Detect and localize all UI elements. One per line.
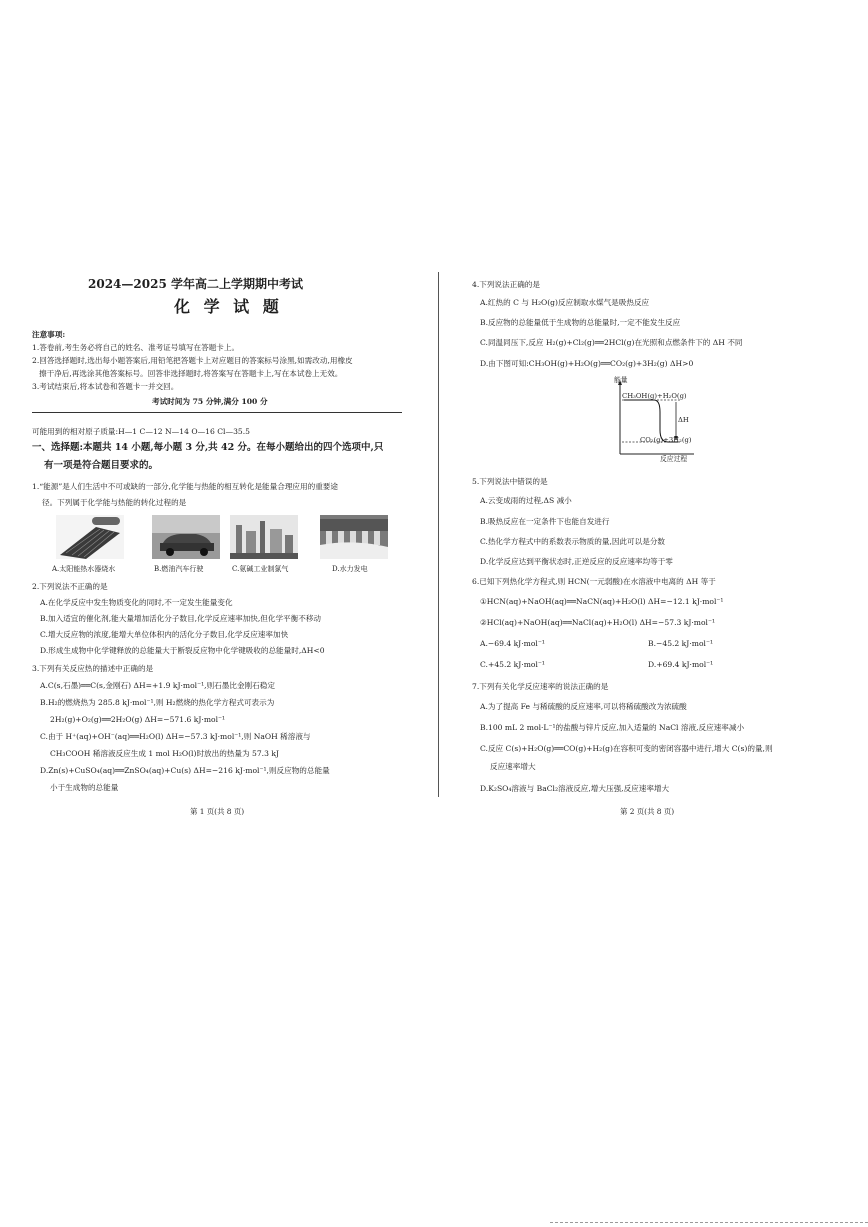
- q1-option-d: D.水力发电: [332, 565, 368, 573]
- q1-stem: 1.“能源”是人们生活中不可或缺的一部分,化学能与热能的相互转化是能量合理应用的重要途: [32, 482, 338, 491]
- diagram-top-level: CH₃OH(g)+H₂O(g): [622, 392, 687, 400]
- q4-option: B.反应物的总能量低于生成物的总能量时,一定不能发生反应: [480, 318, 681, 327]
- q6-option-a: A.−69.4 kJ·mol⁻¹: [480, 639, 545, 648]
- fuel-car-image: [152, 515, 220, 559]
- q7-stem: 7.下列有关化学反应速率的说法正确的是: [472, 682, 609, 691]
- hydropower-dam-image: [320, 515, 388, 559]
- note-line: 擦干净后,再选涂其他答案标号。回答非选择题时,将答案写在答题卡上,写在本试卷上无效。: [39, 369, 343, 378]
- q1-option-a: A.太阳能热水器烧水: [52, 565, 116, 573]
- atomic-masses: 可能用到的相对原子质量:H—1 C—12 N—14 O—16 Cl—35.5: [32, 427, 250, 436]
- q1-option-c: C.氨碱工业制氯气: [232, 565, 289, 573]
- diagram-dh-label: ΔH: [678, 416, 689, 424]
- section-1-title-cont: 有一项是符合题目要求的。: [44, 460, 159, 471]
- exam-header-subject: 化 学 试 题: [174, 297, 283, 316]
- diagram-bottom-level: CO₂(g)+3H₂(g): [640, 436, 692, 444]
- q4-option: D.由下图可知:CH₃OH(g)+H₂O(g)══CO₂(g)+3H₂(g) ΔH>0: [480, 359, 694, 368]
- q6-option-b: B.−45.2 kJ·mol⁻¹: [648, 639, 713, 648]
- page-divider: [438, 272, 439, 797]
- q3-stem: 3.下列有关反应热的描述中正确的是: [32, 664, 154, 673]
- q7-option: A.为了提高 Fe 与稀硫酸的反应速率,可以将稀硫酸改为浓硫酸: [480, 702, 687, 711]
- q7-option: C.反应 C(s)+H₂O(g)══CO(g)+H₂(g)在容积可变的密闭容器中进行,增大 C(s)的量,则: [480, 744, 773, 753]
- q6-equation-2: ②HCl(aq)+NaOH(aq)══NaCl(aq)+H₂O(l) ΔH=−57.3 kJ·mol⁻¹: [480, 618, 716, 627]
- q4-stem: 4.下列说法正确的是: [472, 280, 540, 289]
- note-line: 2.回答选择题时,选出每小题答案后,用铅笔把答题卡上对应题目的答案标号涂黑,如需改动,用橡皮: [32, 356, 353, 365]
- q5-option: B.吸热反应在一定条件下也能自发进行: [480, 517, 610, 526]
- page-number: 第 1 页(共 8 页): [190, 807, 245, 816]
- section-1-title: 一、选择题:本题共 14 小题,每小题 3 分,共 42 分。在每小题给出的四个选项中,只: [32, 442, 384, 453]
- q7-option-cont: 反应速率增大: [490, 762, 536, 771]
- q6-equation-1: ①HCN(aq)+NaOH(aq)══NaCN(aq)+H₂O(l) ΔH=−12.1 kJ·mol⁻¹: [480, 597, 724, 606]
- diagram-y-label: 能量: [614, 376, 628, 384]
- q4-option: C.同温同压下,反应 H₂(g)+Cl₂(g)══2HCl(g)在光照和点燃条件下的 ΔH 不同: [480, 338, 743, 347]
- header-rule: [32, 412, 402, 413]
- q5-stem: 5.下列说法中错误的是: [472, 477, 548, 486]
- q3-option: D.Zn(s)+CuSO₄(aq)══ZnSO₄(aq)+Cu(s) ΔH=−216 kJ·mol⁻¹,则反应物的总能量: [40, 766, 330, 775]
- note-line: 1.答卷前,考生务必将自己的姓名、准考证号填写在答题卡上。: [32, 343, 240, 352]
- solar-water-heater-image: [56, 515, 124, 559]
- q2-option: B.加入适宜的催化剂,能大量增加活化分子数目,化学反应速率加快,但化学平衡不移动: [40, 614, 322, 623]
- q6-option-c: C.+45.2 kJ·mol⁻¹: [480, 660, 545, 669]
- q3-option-cont: 2H₂(g)+O₂(g)══2H₂O(g) ΔH=−571.6 kJ·mol⁻¹: [50, 715, 226, 724]
- q2-option: C.增大反应物的浓度,能增大单位体积内的活化分子数目,化学反应速率加快: [40, 630, 289, 639]
- q3-option: A.C(s,石墨)══C(s,金刚石) ΔH=+1.9 kJ·mol⁻¹,则石墨比金刚石稳定: [40, 681, 275, 690]
- notes-title: 注意事项:: [32, 330, 66, 339]
- exam-header-year: 2024—2025 学年高二上学期期中考试: [88, 277, 303, 291]
- q1-stem-cont: 径。下列属于化学能与热能的转化过程的是: [42, 498, 187, 507]
- industrial-plant-image: [230, 515, 298, 559]
- q6-option-d: D.+69.4 kJ·mol⁻¹: [648, 660, 714, 669]
- q3-option-cont: CH₃COOH 稀溶液反应生成 1 mol H₂O(l)时放出的热量为 57.3 kJ: [50, 749, 279, 758]
- q1-option-b: B.燃油汽车行驶: [154, 565, 204, 573]
- q7-option: D.K₂SO₄溶液与 BaCl₂溶液反应,增大压强,反应速率增大: [480, 784, 670, 793]
- note-line: 3.考试结束后,将本试卷和答题卡一并交回。: [32, 382, 179, 391]
- bottom-dashed-rule: [550, 1222, 868, 1223]
- q5-option: D.化学反应达到平衡状态时,正逆反应的反应速率均等于零: [480, 557, 673, 566]
- q2-stem: 2.下列说法不正确的是: [32, 582, 108, 591]
- q3-option: C.由于 H⁺(aq)+OH⁻(aq)══H₂O(l) ΔH=−57.3 kJ·mol⁻¹,则 NaOH 稀溶液与: [40, 732, 311, 741]
- q5-option: A.云变成雨的过程,ΔS 减小: [480, 496, 572, 505]
- q2-option: A.在化学反应中发生物质变化的同时,不一定发生能量变化: [40, 598, 233, 607]
- q3-option: B.H₂的燃烧热为 285.8 kJ·mol⁻¹,则 H₂燃烧的热化学方程式可表示为: [40, 698, 275, 707]
- page-number: 第 2 页(共 8 页): [620, 807, 675, 816]
- q6-stem: 6.已知下列热化学方程式,则 HCN(一元弱酸)在水溶液中电离的 ΔH 等于: [472, 577, 716, 586]
- q3-option-cont: 小于生成物的总能量: [50, 783, 119, 792]
- q7-option: B.100 mL 2 mol·L⁻¹的盐酸与锌片反应,加入适量的 NaCl 溶液,反应速率减小: [480, 723, 745, 732]
- diagram-x-label: 反应过程: [660, 455, 688, 463]
- q2-option: D.形成生成物中化学键释放的总能量大于断裂反应物中化学键吸收的总能量时,ΔH<0: [40, 646, 325, 655]
- q5-option: C.热化学方程式中的系数表示物质的量,因此可以是分数: [480, 537, 666, 546]
- time-note: 考试时间为 75 分钟,满分 100 分: [152, 397, 268, 406]
- q4-option: A.红热的 C 与 H₂O(g)反应制取水煤气是吸热反应: [480, 298, 650, 307]
